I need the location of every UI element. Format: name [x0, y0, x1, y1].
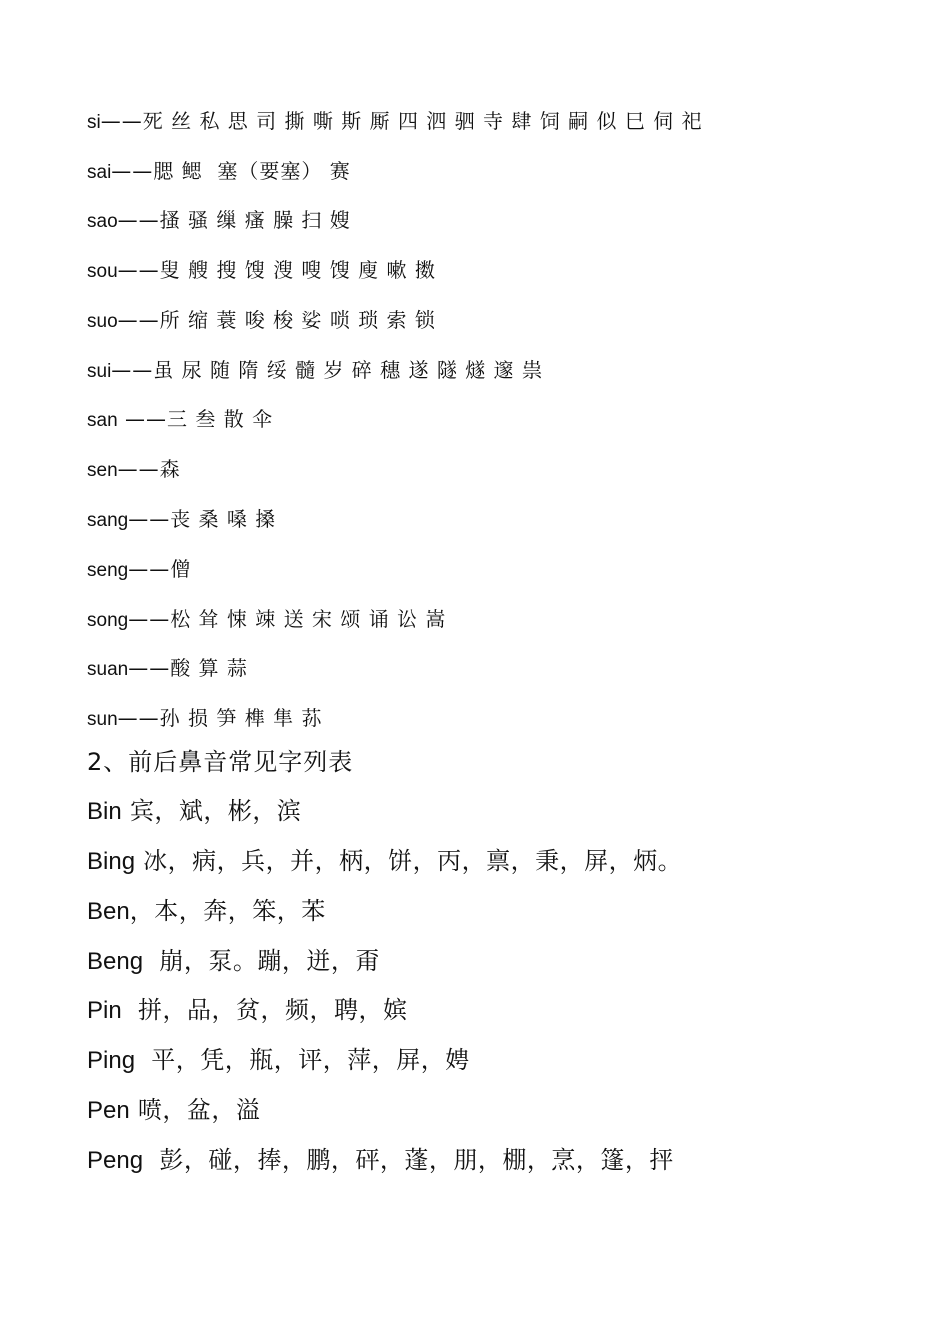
nasal-row-bing: [87, 849, 682, 874]
row-pinyin: Pen: [87, 1097, 130, 1124]
row-characters: 冰，病，兵，并，柄，饼，丙，禀，秉，屏，炳。: [135, 847, 683, 875]
row-characters: 崩，泵。蹦，迸，甭: [143, 947, 380, 975]
syllable-row-sai: [87, 161, 351, 182]
row-pinyin: sao: [87, 211, 118, 232]
row-pinyin: Ben: [87, 898, 130, 925]
nasal-row-pin: [87, 998, 407, 1023]
row-characters: ——虽 尿 随 隋 绥 髓 岁 碎 穗 遂 隧 燧 邃 祟: [111, 358, 543, 382]
syllable-row-sui: [87, 360, 543, 381]
syllable-row-suo: [87, 310, 436, 331]
row-characters: 平，凭，瓶，评，萍，屏，娉: [135, 1046, 470, 1074]
row-pinyin: Peng: [87, 1147, 144, 1174]
row-characters: ——丧 桑 嗓 搡: [128, 507, 277, 531]
row-pinyin: sui: [87, 361, 112, 382]
row-characters: 喷，盆，溢: [129, 1096, 261, 1124]
nasal-row-ben: [87, 899, 326, 924]
row-characters: ——僧: [128, 557, 192, 581]
syllable-row-sang: [87, 509, 276, 530]
section-heading: 2、前后鼻音常见字列表: [87, 748, 354, 776]
nasal-row-bin: [87, 799, 301, 824]
syllable-row-sou: [87, 260, 436, 281]
nasal-row-pen: [87, 1098, 260, 1123]
syllable-row-sun: [87, 708, 322, 729]
row-characters: 拼，品，贫，频，聘，嫔: [121, 996, 408, 1024]
row-pinyin: Bin: [87, 798, 122, 825]
row-characters: ——酸 算 蒜: [128, 656, 248, 680]
row-characters: ——森: [117, 457, 181, 481]
syllable-row-suan: [87, 658, 248, 679]
syllable-row-san: [87, 409, 273, 430]
syllable-row-sen: [87, 459, 181, 480]
row-characters: ——孙 损 笋 榫 隼 荪: [117, 706, 323, 730]
row-pinyin: song: [87, 610, 129, 631]
row-pinyin: sang: [87, 510, 129, 531]
row-pinyin: sen: [87, 460, 118, 481]
row-pinyin: suo: [87, 311, 118, 332]
row-pinyin: Beng: [87, 948, 144, 975]
row-pinyin: Ping: [87, 1047, 136, 1074]
row-pinyin: Pin: [87, 997, 122, 1024]
row-characters: ——所 缩 蓑 唆 梭 娑 唢 琐 索 锁: [117, 308, 436, 332]
syllable-row-sao: [87, 210, 351, 231]
nasal-row-peng: [87, 1148, 674, 1173]
row-pinyin: suan: [87, 659, 129, 680]
row-pinyin: Bing: [87, 848, 136, 875]
row-pinyin: sou: [87, 261, 118, 282]
row-characters: 宾，斌，彬，滨: [121, 797, 302, 825]
row-characters: 彭，碰，捧，鹏，砰，蓬，朋，棚，烹，篷，抨: [143, 1146, 674, 1174]
syllable-row-si: [87, 111, 703, 132]
row-characters: ，本，奔，笨，苯: [129, 897, 326, 925]
row-characters: ——三 叁 散 伞: [117, 407, 274, 431]
row-pinyin: seng: [87, 560, 129, 581]
nasal-row-ping: [87, 1048, 470, 1073]
syllable-row-seng: [87, 559, 191, 580]
row-characters: ——死 丝 私 思 司 撕 嘶 斯 厮 四 泗 驷 寺 肆 饲 嗣 似 巳 伺 祀: [100, 109, 703, 133]
row-characters: ——松 耸 悚 竦 送 宋 颂 诵 讼 嵩: [128, 607, 447, 631]
syllable-row-song: [87, 609, 446, 630]
nasal-row-beng: [87, 949, 380, 974]
row-pinyin: si: [87, 112, 101, 133]
row-characters: ——腮 鳃 塞（要塞） 赛: [111, 159, 351, 183]
row-pinyin: san: [87, 410, 118, 431]
row-characters: ——搔 骚 缫 瘙 臊 扫 嫂: [117, 208, 351, 232]
row-pinyin: sun: [87, 709, 118, 730]
row-pinyin: sai: [87, 162, 112, 183]
row-characters: ——叟 艘 搜 馊 溲 嗖 馊 廋 嗽 擞: [117, 258, 436, 282]
